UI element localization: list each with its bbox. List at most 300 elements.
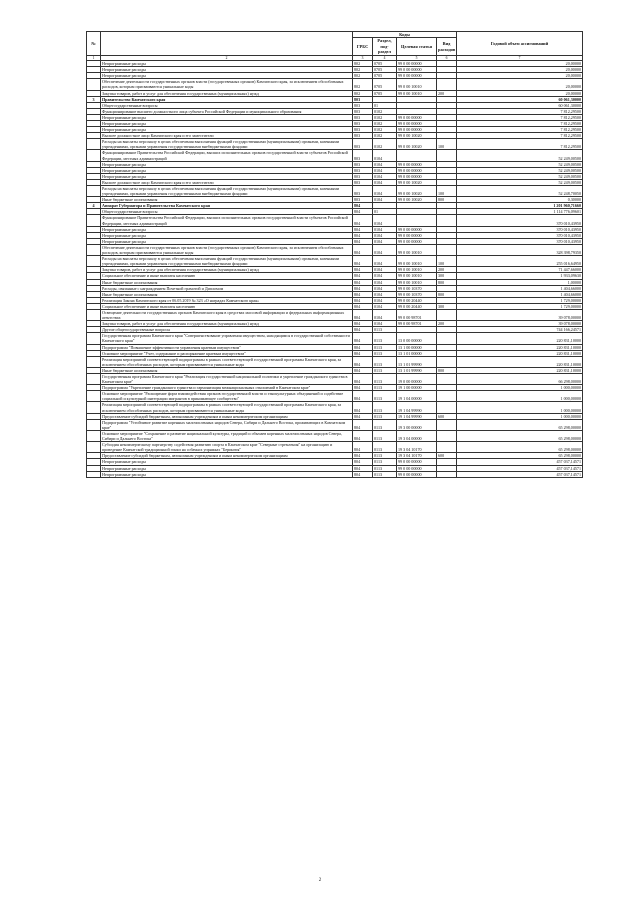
cell-grbs: 803 — [353, 96, 373, 102]
cell-name: Иные бюджетные ассигнования — [101, 279, 353, 285]
cell-index: 3 — [87, 96, 101, 102]
cell-name: Правительство Камчатского края — [101, 96, 353, 102]
cell-grbs: 804 — [353, 244, 373, 255]
cell-index — [87, 215, 101, 226]
cell-sum: 457 037,14571 — [457, 459, 583, 465]
cell-vid: 100 — [437, 186, 457, 197]
cell-sum: 39 078,00000 — [457, 321, 583, 327]
cell-vid — [437, 391, 457, 402]
cell-vid: 300 — [437, 303, 457, 309]
table-row — [87, 419, 583, 430]
table-row — [87, 215, 583, 226]
cell-target: 99 0 00 10020 — [397, 186, 437, 197]
cell-sum: 20,00000 — [457, 90, 583, 96]
cell-razdel: 0104 — [373, 279, 397, 285]
cell-target: 99 0 00 10010 — [397, 267, 437, 273]
cell-vid: 200 — [437, 321, 457, 327]
table-row — [87, 430, 583, 441]
cell-index — [87, 256, 101, 267]
cell-name: Социальное обеспечение и иные выплаты населению — [101, 273, 353, 279]
cell-razdel: 0104 — [373, 273, 397, 279]
cell-target: 19 1 04 99990 — [397, 402, 437, 413]
cell-sum: 370 010,43950 — [457, 232, 583, 238]
cell-grbs: 804 — [353, 279, 373, 285]
cell-razdel: 0104 — [373, 232, 397, 238]
cell-sum: 52 248,70050 — [457, 186, 583, 197]
cell-sum: 370 010,43950 — [457, 226, 583, 232]
cell-name: Непрограммные расходы — [101, 471, 353, 477]
cell-razdel: 0104 — [373, 215, 397, 226]
cell-grbs: 804 — [353, 402, 373, 413]
table-row — [87, 471, 583, 477]
cell-name: Расходы на выплаты персоналу в целях обеспечения выполнения функций государственными (муниципальными) органами, казенными учреждениями, органами управления государственными внебюджетными фондами — [101, 256, 353, 267]
cell-sum: 60 061,30000 — [457, 96, 583, 102]
cell-vid: 200 — [437, 90, 457, 96]
cell-sum: 65 298,00000 — [457, 442, 583, 453]
cell-sum: 7 812,29500 — [457, 120, 583, 126]
cell-name: Непрограммные расходы — [101, 232, 353, 238]
cell-razdel: 0104 — [373, 238, 397, 244]
cell-name: Непрограммные расходы — [101, 127, 353, 133]
table-row — [87, 333, 583, 344]
cell-vid: 800 — [437, 367, 457, 373]
header-razdel: Раздел, под-раздел — [373, 38, 397, 55]
cell-razdel: 0113 — [373, 465, 397, 471]
cell-razdel: 0102 — [373, 120, 397, 126]
cell-grbs: 804 — [353, 238, 373, 244]
cell-grbs: 804 — [353, 430, 373, 441]
cell-name: Непрограммные расходы — [101, 73, 353, 79]
cell-grbs: 804 — [353, 285, 373, 291]
cell-name: Общегосударственные вопросы — [101, 102, 353, 108]
cell-grbs: 804 — [353, 226, 373, 232]
cell-sum: 1 404,66000 — [457, 285, 583, 291]
cell-name: Непрограммные расходы — [101, 120, 353, 126]
cell-vid — [437, 430, 457, 441]
cell-sum: 60 061,30000 — [457, 102, 583, 108]
cell-name: Подпрограмма "Укрепление гражданского единства и гармонизация межнациональных отношений в Камчатском крае" — [101, 385, 353, 391]
cell-sum: 1 201 960,71660 — [457, 203, 583, 209]
cell-name: Иные бюджетные ассигнования — [101, 367, 353, 373]
cell-name: Высшее должностное лицо Камчатского края и его заместители — [101, 179, 353, 185]
cell-razdel: 0113 — [373, 459, 397, 465]
cell-sum: 20,00000 — [457, 61, 583, 67]
cell-razdel: 0104 — [373, 309, 397, 320]
table-row — [87, 309, 583, 320]
cell-grbs: 804 — [353, 367, 373, 373]
cell-razdel: 01 — [373, 102, 397, 108]
cell-razdel: 0113 — [373, 344, 397, 350]
cell-sum: 1,00000 — [457, 279, 583, 285]
table-row — [87, 186, 583, 197]
cell-target: 99 0 00 00000 — [397, 465, 437, 471]
cell-name: Непрограммные расходы — [101, 161, 353, 167]
cell-index — [87, 471, 101, 477]
cell-vid — [437, 374, 457, 385]
cell-vid: 300 — [437, 273, 457, 279]
cell-grbs: 802 — [353, 79, 373, 90]
cell-index — [87, 244, 101, 255]
cell-razdel: 0113 — [373, 453, 397, 459]
cell-razdel: 0113 — [373, 402, 397, 413]
cell-target: 99 0 00 10020 — [397, 197, 437, 203]
header-sum: Годовой объем ассигнований — [457, 32, 583, 56]
cell-target: 99 0 00 00000 — [397, 61, 437, 67]
cell-name: Непрограммные расходы — [101, 173, 353, 179]
cell-target: 99 0 00 10020 — [397, 133, 437, 139]
cell-name: Функционирование высшего должностного лица субъекта Российской Федерации и муниципального образования — [101, 108, 353, 114]
cell-grbs: 803 — [353, 108, 373, 114]
cell-sum: 65 298,00000 — [457, 419, 583, 430]
cell-target: 99 0 00 00000 — [397, 167, 437, 173]
table-row — [87, 402, 583, 413]
cell-name: Реализация мероприятий соответствующей подпрограммы в рамках соответствующей государственной программы Камчатского края, за исключением обособленных расходов, которым присваиваются уникальные коды — [101, 402, 353, 413]
cell-razdel: 0104 — [373, 173, 397, 179]
cell-grbs: 803 — [353, 114, 373, 120]
cell-grbs: 804 — [353, 385, 373, 391]
cell-name: Общегосударственные вопросы — [101, 209, 353, 215]
cell-vid: 800 — [437, 197, 457, 203]
cell-sum: 1 933,09630 — [457, 273, 583, 279]
cell-grbs: 804 — [353, 391, 373, 402]
cell-name: Другие общегосударственные вопросы — [101, 327, 353, 333]
cell-name: Предоставление субсидий бюджетным, автономным учреждениям и иным некоммерческим организациям — [101, 453, 353, 459]
cell-target: 99 0 00 10370 — [397, 291, 437, 297]
cell-sum: 0,30000 — [457, 197, 583, 203]
cell-grbs: 804 — [353, 419, 373, 430]
header-name — [101, 32, 353, 56]
cell-grbs: 804 — [353, 209, 373, 215]
cell-index — [87, 430, 101, 441]
cell-name: Иные бюджетные ассигнования — [101, 291, 353, 297]
cell-razdel: 0113 — [373, 367, 397, 373]
cell-name: Расходы, связанные с награждением Почетной грамотой и Дипломом — [101, 285, 353, 291]
cell-sum: 255 016,64950 — [457, 256, 583, 267]
cell-grbs: 804 — [353, 374, 373, 385]
cell-grbs: 803 — [353, 139, 373, 150]
cell-index — [87, 309, 101, 320]
cell-target: 99 0 00 00000 — [397, 226, 437, 232]
cell-name: Основное мероприятие "Сохранение и развитие национальной культуры, традиций и обычаев коренных малочисленных народов Севера, Сибири и Дальнего Востока" — [101, 430, 353, 441]
cell-razdel: 0102 — [373, 114, 397, 120]
cell-name: Закупка товаров, работ и услуг для обеспечения государственных (муниципальных) нужд — [101, 267, 353, 273]
cell-grbs: 804 — [353, 442, 373, 453]
header-row-1 — [87, 32, 583, 38]
cell-grbs: 803 — [353, 150, 373, 161]
cell-target: 19 1 04 99990 — [397, 413, 437, 419]
cell-razdel: 0705 — [373, 90, 397, 96]
cell-sum: 328 398,79350 — [457, 244, 583, 255]
cell-name: Расходы на выплаты персоналу в целях обеспечения выполнения функций государственными (муниципальными) органами, казенными учреждениями, органами управления государственными внебюджетными фондами — [101, 186, 353, 197]
cell-grbs: 804 — [353, 344, 373, 350]
cell-razdel: 0113 — [373, 356, 397, 367]
cell-razdel: 0113 — [373, 391, 397, 402]
cell-grbs: 804 — [353, 459, 373, 465]
cell-razdel: 0104 — [373, 285, 397, 291]
cell-sum: 1 000,00000 — [457, 402, 583, 413]
cell-name: Государственная программа Камчатского края "Совершенствование управления имуществом, находящимся в государственной собственности Камчатского края" — [101, 333, 353, 344]
cell-vid: 600 — [437, 413, 457, 419]
cell-sum: 7 812,29500 — [457, 133, 583, 139]
cell-target: 99 0 00 10010 — [397, 244, 437, 255]
cell-razdel: 0102 — [373, 133, 397, 139]
cell-name: Непрограммные расходы — [101, 167, 353, 173]
cell-sum: 457 037,14571 — [457, 471, 583, 477]
cell-target: 99 0 00 00000 — [397, 238, 437, 244]
cell-target: 99 0 00 98701 — [397, 321, 437, 327]
budget-table — [86, 31, 583, 478]
cell-name: Непрограммные расходы — [101, 114, 353, 120]
cell-target: 99 0 00 10010 — [397, 256, 437, 267]
cell-target: 99 0 00 20440 — [397, 297, 437, 303]
cell-razdel: 0104 — [373, 244, 397, 255]
header-vid: Вид расходов — [437, 38, 457, 55]
cell-target: 99 0 00 10370 — [397, 285, 437, 291]
cell-target: 19 3 04 10170 — [397, 442, 437, 453]
cell-sum: 1 729,00000 — [457, 303, 583, 309]
cell-sum: 52 249,00500 — [457, 161, 583, 167]
cell-razdel: 0104 — [373, 303, 397, 309]
colnum: 2 — [101, 55, 353, 60]
cell-razdel: 0104 — [373, 197, 397, 203]
cell-name: Субсидия некоммерческому партнерству содействия развитию спорта в Камчатском крае "Северные стремления" на организацию и проведение Камчатской традиционной гонки на собачьих упряжках "Берингия" — [101, 442, 353, 453]
cell-grbs: 803 — [353, 102, 373, 108]
cell-vid — [437, 333, 457, 344]
cell-razdel: 0104 — [373, 226, 397, 232]
cell-grbs: 803 — [353, 186, 373, 197]
cell-sum: 1 000,00000 — [457, 391, 583, 402]
cell-target: 99 0 00 00000 — [397, 114, 437, 120]
cell-sum: 220 831,10000 — [457, 350, 583, 356]
cell-grbs: 803 — [353, 127, 373, 133]
cell-sum: 20,00000 — [457, 73, 583, 79]
cell-vid: 800 — [437, 279, 457, 285]
cell-target: 19 0 00 00000 — [397, 374, 437, 385]
cell-vid: 200 — [437, 267, 457, 273]
cell-target: 99 0 00 00000 — [397, 161, 437, 167]
cell-name: Функционирование Правительства Российской Федерации, высших исполнительных органов государственной власти субъектов Российской Федерации, местных администраций — [101, 215, 353, 226]
cell-target: 99 0 00 10020 — [397, 179, 437, 185]
cell-target: 99 0 00 00000 — [397, 73, 437, 79]
cell-razdel: 0705 — [373, 61, 397, 67]
cell-name: Реализация Закона Камчатского края от 06.05.2019 № 323 «О наградах Камчатского края» — [101, 297, 353, 303]
cell-target: 99 0 00 00000 — [397, 471, 437, 477]
cell-razdel: 0104 — [373, 267, 397, 273]
header-no: № — [87, 32, 101, 56]
cell-name: Реализация мероприятий соответствующей подпрограммы в рамках соответствующей государственной программы Камчатского края, за исключением обособленных расходов, которым присваиваются уникальные коды — [101, 356, 353, 367]
colnum: 4 — [373, 55, 397, 60]
cell-grbs: 803 — [353, 179, 373, 185]
cell-razdel: 0104 — [373, 150, 397, 161]
cell-razdel: 0104 — [373, 161, 397, 167]
cell-grbs: 803 — [353, 161, 373, 167]
table-row — [87, 244, 583, 255]
cell-grbs: 804 — [353, 350, 373, 356]
cell-name: Основное мероприятие "Учет, содержание и распоряжение краевым имуществом" — [101, 350, 353, 356]
cell-name: Закупка товаров, работ и услуг для обеспечения государственных (муниципальных) нужд — [101, 321, 353, 327]
cell-index — [87, 139, 101, 150]
cell-index — [87, 442, 101, 453]
cell-target: 19 1 00 00000 — [397, 385, 437, 391]
cell-name: Расходы на выплаты персоналу в целях обеспечения выполнения функций государственными (муниципальными) органами, казенными учреждениями, органами управления государственными внебюджетными фондами — [101, 139, 353, 150]
cell-name: Непрограммные расходы — [101, 226, 353, 232]
page-number: 2 — [318, 878, 322, 883]
cell-index — [87, 419, 101, 430]
cell-vid — [437, 419, 457, 430]
cell-index — [87, 79, 101, 90]
cell-name: Непрограммные расходы — [101, 61, 353, 67]
table-row — [87, 256, 583, 267]
cell-razdel: 0113 — [373, 430, 397, 441]
cell-target: 13 1 01 99990 — [397, 356, 437, 367]
cell-target — [397, 215, 437, 226]
cell-target: 99 0 00 00000 — [397, 67, 437, 73]
cell-sum: 7 812,29500 — [457, 127, 583, 133]
cell-vid: 600 — [437, 453, 457, 459]
cell-vid — [437, 244, 457, 255]
cell-grbs: 804 — [353, 453, 373, 459]
cell-name: Непрограммные расходы — [101, 238, 353, 244]
cell-name: Обеспечение деятельности государственных органов власти (государственных органов) Камчатского края, за исключением обособленных расходов, которым присваиваются уникальные коды — [101, 244, 353, 255]
cell-grbs: 803 — [353, 120, 373, 126]
cell-razdel: 0705 — [373, 73, 397, 79]
cell-grbs: 802 — [353, 73, 373, 79]
cell-name: Непрограммные расходы — [101, 465, 353, 471]
colnum: 1 — [87, 55, 101, 60]
cell-target: 99 0 00 10010 — [397, 90, 437, 96]
table-row — [87, 150, 583, 161]
cell-razdel: 0113 — [373, 442, 397, 453]
cell-target: 99 0 00 10010 — [397, 273, 437, 279]
table-row — [87, 442, 583, 453]
cell-grbs: 804 — [353, 291, 373, 297]
cell-index: 4 — [87, 203, 101, 209]
cell-sum: 1 000,00000 — [457, 385, 583, 391]
cell-name: Непрограммные расходы — [101, 459, 353, 465]
cell-target: 99 0 00 00000 — [397, 232, 437, 238]
cell-razdel: 0104 — [373, 297, 397, 303]
cell-razdel: 0113 — [373, 350, 397, 356]
cell-target: 99 0 00 00000 — [397, 173, 437, 179]
cell-sum: 220 831,10000 — [457, 367, 583, 373]
cell-name: Непрограммные расходы — [101, 67, 353, 73]
cell-grbs: 803 — [353, 133, 373, 139]
cell-grbs: 802 — [353, 67, 373, 73]
cell-index — [87, 402, 101, 413]
cell-index — [87, 186, 101, 197]
cell-target: 99 0 00 20440 — [397, 303, 437, 309]
cell-sum: 1 114 776,09601 — [457, 209, 583, 215]
cell-name: Иные бюджетные ассигнования — [101, 197, 353, 203]
cell-target: 99 0 00 00000 — [397, 120, 437, 126]
cell-target: 13 0 00 00000 — [397, 333, 437, 344]
cell-target: 13 1 01 99990 — [397, 367, 437, 373]
cell-index — [87, 374, 101, 385]
cell-sum: 744 166,24571 — [457, 327, 583, 333]
cell-sum: 7 812,29500 — [457, 114, 583, 120]
cell-razdel: 0113 — [373, 385, 397, 391]
cell-sum: 65 298,00000 — [457, 453, 583, 459]
cell-vid — [437, 442, 457, 453]
cell-razdel: 0104 — [373, 167, 397, 173]
cell-razdel: 0104 — [373, 179, 397, 185]
table-row — [87, 374, 583, 385]
cell-name: Аппарат Губернатора и Правительства Камчатского края — [101, 203, 353, 209]
cell-target: 13 1 00 00000 — [397, 344, 437, 350]
cell-vid — [437, 79, 457, 90]
cell-grbs: 804 — [353, 256, 373, 267]
cell-sum: 370 010,43950 — [457, 238, 583, 244]
cell-grbs: 804 — [353, 321, 373, 327]
cell-grbs: 804 — [353, 215, 373, 226]
cell-razdel: 0104 — [373, 321, 397, 327]
cell-sum: 220 831,10000 — [457, 333, 583, 344]
colnum: 6 — [437, 55, 457, 60]
cell-target — [397, 150, 437, 161]
cell-razdel: 0102 — [373, 108, 397, 114]
cell-sum: 71 447,66000 — [457, 267, 583, 273]
cell-target: 19 3 00 00000 — [397, 419, 437, 430]
cell-grbs: 804 — [353, 203, 373, 209]
cell-sum: 52 249,00500 — [457, 179, 583, 185]
cell-razdel: 0104 — [373, 186, 397, 197]
colnum: 3 — [353, 55, 373, 60]
cell-grbs: 802 — [353, 61, 373, 67]
cell-sum: 1 000,00000 — [457, 413, 583, 419]
cell-name: Предоставление субсидий бюджетным, автономным учреждениям и иным некоммерческим организациям — [101, 413, 353, 419]
cell-vid: 100 — [437, 139, 457, 150]
cell-name: Государственная программа Камчатского края "Реализация государственной национальной политики и укрепление гражданского единства в Камчатском крае" — [101, 374, 353, 385]
cell-grbs: 804 — [353, 465, 373, 471]
cell-sum: 7 812,29500 — [457, 139, 583, 150]
table-row — [87, 139, 583, 150]
table-row — [87, 391, 583, 402]
cell-grbs: 804 — [353, 471, 373, 477]
cell-vid — [437, 215, 457, 226]
cell-sum: 1 404,66000 — [457, 291, 583, 297]
cell-sum: 370 010,43950 — [457, 215, 583, 226]
cell-sum: 220 831,10000 — [457, 344, 583, 350]
cell-grbs: 804 — [353, 309, 373, 320]
cell-name: Обеспечение деятельности государственных органов власти (государственных органов) Камчатского края, за исключением обособленных расходов, которым присваиваются уникальные коды — [101, 79, 353, 90]
header-target: Целевая статья — [397, 38, 437, 55]
cell-vid — [437, 356, 457, 367]
cell-razdel: 0104 — [373, 256, 397, 267]
cell-name: Подпрограмма "Повышение эффективности управления краевым имуществом" — [101, 344, 353, 350]
cell-razdel: 0113 — [373, 413, 397, 419]
cell-razdel: 0113 — [373, 471, 397, 477]
cell-sum: 52 249,00500 — [457, 173, 583, 179]
cell-grbs: 804 — [353, 303, 373, 309]
cell-razdel: 0113 — [373, 419, 397, 430]
cell-name: Освещение деятельности государственных органов Камчатского края в средствах массовой информации и федеральных информационных агентствах — [101, 309, 353, 320]
cell-sum: 457 037,14571 — [457, 465, 583, 471]
cell-razdel: 0102 — [373, 127, 397, 133]
cell-grbs: 804 — [353, 413, 373, 419]
cell-grbs: 804 — [353, 327, 373, 333]
cell-razdel: 0113 — [373, 374, 397, 385]
cell-razdel: 01 — [373, 209, 397, 215]
cell-grbs: 804 — [353, 267, 373, 273]
cell-target: 99 0 00 10010 — [397, 279, 437, 285]
cell-razdel: 0113 — [373, 327, 397, 333]
cell-sum: 20,00000 — [457, 67, 583, 73]
header-codes: Коды — [353, 32, 457, 38]
cell-sum: 52 249,00500 — [457, 150, 583, 161]
cell-sum: 39 078,00000 — [457, 309, 583, 320]
cell-grbs: 802 — [353, 90, 373, 96]
cell-target: 99 0 00 00000 — [397, 127, 437, 133]
